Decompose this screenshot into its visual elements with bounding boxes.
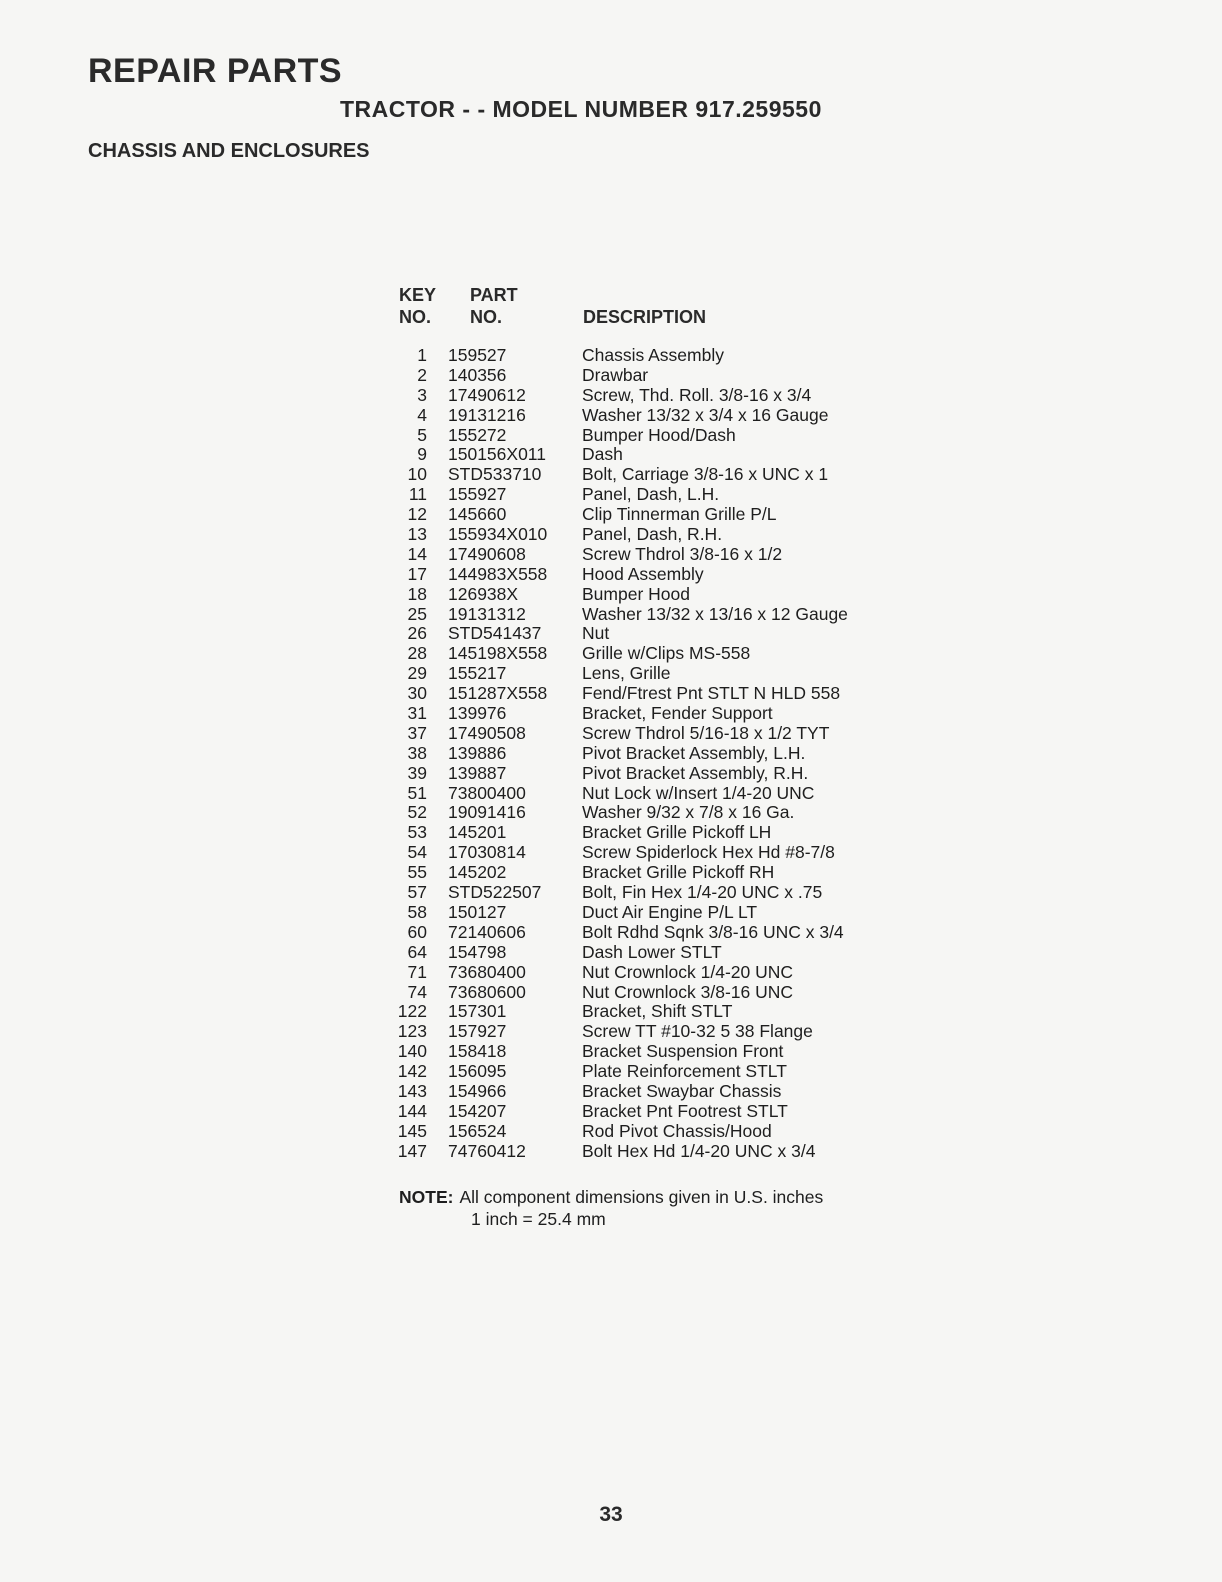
key-number: 122: [397, 1001, 427, 1022]
key-number: 54: [407, 842, 427, 863]
key-number: 147: [397, 1140, 427, 1161]
key-number: 12: [407, 504, 427, 525]
part-number: 74760412: [448, 1140, 526, 1161]
part-description: Bolt, Fin Hex 1/4-20 UNC x .75: [582, 882, 823, 903]
key-number: 58: [407, 901, 427, 922]
part-description: Grille w/Clips MS-558: [582, 643, 751, 664]
part-number: 151287X558: [448, 683, 548, 704]
page-number: 33: [599, 1503, 623, 1526]
column-header-description: DESCRIPTION: [583, 307, 707, 327]
note-label: NOTE:: [399, 1187, 454, 1207]
part-number: 159527: [448, 345, 507, 365]
part-description: Screw Spiderlock Hex Hd #8-7/8: [582, 842, 835, 863]
key-number: 52: [407, 802, 427, 823]
part-number: 144983X558: [448, 563, 548, 584]
part-number: 17030814: [448, 842, 526, 863]
key-number: 60: [407, 921, 427, 942]
table-row: [395, 1062, 915, 1082]
table-row: [395, 1002, 915, 1022]
table-row: [395, 963, 915, 983]
table-row: [395, 983, 915, 1003]
table-row: [395, 505, 915, 525]
part-description: Lens, Grille: [582, 663, 671, 684]
section-heading: CHASSIS AND ENCLOSURES: [88, 140, 370, 162]
part-number: 139886: [448, 742, 507, 763]
table-row: [395, 545, 915, 565]
part-description: Screw, Thd. Roll. 3/8-16 x 3/4: [582, 384, 812, 405]
part-number: 155934X010: [448, 524, 548, 545]
key-number: 14: [407, 543, 427, 564]
key-number: 123: [397, 1021, 427, 1042]
part-description: Bolt Hex Hd 1/4-20 UNC x 3/4: [582, 1140, 816, 1161]
table-row: [395, 664, 915, 684]
page-title: REPAIR PARTS: [88, 52, 343, 90]
table-row: [395, 1102, 915, 1122]
table-row: [395, 426, 915, 446]
table-row: [395, 485, 915, 505]
key-number: 143: [397, 1080, 427, 1101]
table-row: [395, 843, 915, 863]
key-number: 37: [407, 722, 427, 743]
part-description: Bumper Hood/Dash: [582, 424, 736, 445]
part-number: 154207: [448, 1100, 507, 1121]
part-number: 145198X558: [448, 643, 548, 664]
part-number: 154798: [448, 941, 507, 962]
key-number: 38: [407, 742, 427, 763]
key-number: 9: [417, 444, 427, 465]
part-description: Panel, Dash, L.H.: [582, 484, 720, 505]
table-row: [395, 1082, 915, 1102]
key-number: 30: [407, 683, 427, 704]
part-number: 72140606: [448, 921, 526, 942]
part-number: 19131312: [448, 603, 526, 624]
table-row: [395, 923, 915, 943]
part-number: 156095: [448, 1061, 507, 1082]
table-row: [395, 684, 915, 704]
part-number: 150127: [448, 901, 507, 922]
part-description: Bracket Pnt Footrest STLT: [582, 1100, 788, 1121]
part-number: 145201: [448, 822, 507, 843]
part-description: Bracket Suspension Front: [582, 1041, 784, 1062]
part-number: 154966: [448, 1080, 507, 1101]
part-description: Clip Tinnerman Grille P/L: [582, 504, 777, 525]
part-number: 73680400: [448, 961, 526, 982]
part-number: 140356: [448, 364, 507, 385]
part-number: 73800400: [448, 782, 526, 803]
column-header-key-line2: NO.: [399, 307, 432, 327]
table-row: [395, 585, 915, 605]
table-row: [395, 605, 915, 625]
part-description: Bracket Grille Pickoff RH: [582, 862, 775, 883]
part-description: Washer 13/32 x 13/16 x 12 Gauge: [582, 603, 848, 624]
part-number: 139976: [448, 703, 507, 724]
table-row: [395, 1042, 915, 1062]
part-description: Bracket, Shift STLT: [582, 1001, 733, 1022]
parts-list: [395, 346, 915, 1162]
part-description: Bolt, Carriage 3/8-16 x UNC x 1: [582, 464, 829, 485]
key-number: 39: [407, 762, 427, 783]
table-row: [395, 883, 915, 903]
part-description: Dash: [582, 444, 623, 465]
part-number: 150156X011: [448, 444, 546, 465]
table-row: [395, 1122, 915, 1142]
part-number: 73680600: [448, 981, 526, 1002]
part-description: Bumper Hood: [582, 583, 690, 604]
note-line2: 1 inch = 25.4 mm: [471, 1209, 606, 1229]
part-number: 158418: [448, 1041, 507, 1062]
part-number: 157927: [448, 1021, 507, 1042]
part-description: Washer 9/32 x 7/8 x 16 Ga.: [582, 802, 795, 823]
table-row: [395, 784, 915, 804]
part-description: Rod Pivot Chassis/Hood: [582, 1120, 772, 1141]
model-number-subtitle: TRACTOR - - MODEL NUMBER 917.259550: [340, 96, 822, 122]
table-row: [395, 445, 915, 465]
key-number: 29: [407, 663, 427, 684]
column-header-part-line2: NO.: [470, 307, 503, 327]
part-number: 155272: [448, 424, 507, 445]
table-row: [395, 644, 915, 664]
part-description: Panel, Dash, R.H.: [582, 524, 723, 545]
table-row: [395, 386, 915, 406]
key-number: 55: [407, 862, 427, 883]
key-number: 13: [407, 524, 427, 545]
part-number: STD541437: [448, 623, 542, 644]
part-description: Dash Lower STLT: [582, 941, 722, 962]
table-row: [395, 525, 915, 545]
key-number: 145: [397, 1120, 427, 1141]
table-row: [395, 823, 915, 843]
part-number: 155927: [448, 484, 507, 505]
table-row: [395, 704, 915, 724]
key-number: 74: [407, 981, 427, 1002]
part-number: 157301: [448, 1001, 507, 1022]
part-number: STD522507: [448, 882, 542, 903]
key-number: 144: [397, 1100, 427, 1121]
part-number: STD533710: [448, 464, 542, 485]
key-number: 18: [407, 583, 427, 604]
key-number: 51: [407, 782, 427, 803]
part-description: Pivot Bracket Assembly, R.H.: [582, 762, 809, 783]
key-number: 53: [407, 822, 427, 843]
key-number: 25: [407, 603, 427, 624]
key-number: 2: [417, 364, 427, 385]
key-number: 28: [407, 643, 427, 664]
part-description: Screw Thdrol 3/8-16 x 1/2: [582, 543, 783, 564]
part-number: 145202: [448, 862, 507, 883]
part-description: Chassis Assembly: [582, 345, 724, 365]
key-number: 31: [407, 703, 427, 724]
key-number: 11: [408, 484, 427, 505]
table-row: [395, 803, 915, 823]
part-description: Pivot Bracket Assembly, L.H.: [582, 742, 806, 763]
part-number: 145660: [448, 504, 507, 525]
part-number: 126938X: [448, 583, 519, 604]
part-number: 155217: [448, 663, 507, 684]
part-number: 17490612: [448, 384, 526, 405]
key-number: 142: [397, 1061, 427, 1082]
key-number: 140: [397, 1041, 427, 1062]
table-row: [395, 465, 915, 485]
part-description: Nut Crownlock 1/4-20 UNC: [582, 961, 794, 982]
table-row: [395, 406, 915, 426]
part-description: Bracket, Fender Support: [582, 703, 773, 724]
table-row: [395, 1022, 915, 1042]
part-number: 19131216: [448, 404, 526, 425]
table-row: [395, 764, 915, 784]
part-description: Nut Lock w/Insert 1/4-20 UNC: [582, 782, 815, 803]
note: [399, 1187, 823, 1208]
part-description: Screw TT #10-32 5 38 Flange: [582, 1021, 813, 1042]
key-number: 5: [417, 424, 427, 445]
table-row: [395, 724, 915, 744]
key-number: 26: [407, 623, 427, 644]
part-description: Hood Assembly: [582, 563, 704, 584]
part-number: 17490508: [448, 722, 526, 743]
table-row: [395, 744, 915, 764]
table-row: [395, 565, 915, 585]
part-number: 139887: [448, 762, 507, 783]
part-number: 19091416: [448, 802, 526, 823]
part-description: Duct Air Engine P/L LT: [582, 901, 758, 922]
column-header-part-line1: PART: [470, 285, 518, 305]
table-row: [395, 863, 915, 883]
key-number: 17: [407, 563, 427, 584]
table-row: [395, 903, 915, 923]
table-row: [395, 624, 915, 644]
note-line1: All component dimensions given in U.S. inches: [459, 1187, 824, 1207]
part-description: Plate Reinforcement STLT: [582, 1061, 787, 1082]
part-number: 17490608: [448, 543, 526, 564]
part-description: Bracket Swaybar Chassis: [582, 1080, 782, 1101]
part-description: Fend/Ftrest Pnt STLT N HLD 558: [582, 683, 841, 704]
table-row: [395, 366, 915, 386]
key-number: 3: [417, 384, 427, 405]
part-description: Washer 13/32 x 3/4 x 16 Gauge: [582, 404, 829, 425]
key-number: 1: [417, 345, 427, 365]
key-number: 71: [407, 961, 427, 982]
key-number: 57: [407, 882, 427, 903]
key-number: 4: [417, 404, 427, 425]
table-row: [395, 1142, 915, 1162]
part-description: Drawbar: [582, 364, 649, 385]
part-number: 156524: [448, 1120, 507, 1141]
key-number: 64: [407, 941, 427, 962]
part-description: Nut: [582, 623, 610, 644]
part-description: Nut Crownlock 3/8-16 UNC: [582, 981, 794, 1002]
part-description: Screw Thdrol 5/16-18 x 1/2 TYT: [582, 722, 830, 743]
table-row: [395, 943, 915, 963]
key-number: 10: [407, 464, 427, 485]
part-description: Bolt Rdhd Sqnk 3/8-16 UNC x 3/4: [582, 921, 844, 942]
column-header-key-line1: KEY: [399, 285, 437, 305]
table-row: [395, 346, 915, 366]
part-description: Bracket Grille Pickoff LH: [582, 822, 772, 843]
